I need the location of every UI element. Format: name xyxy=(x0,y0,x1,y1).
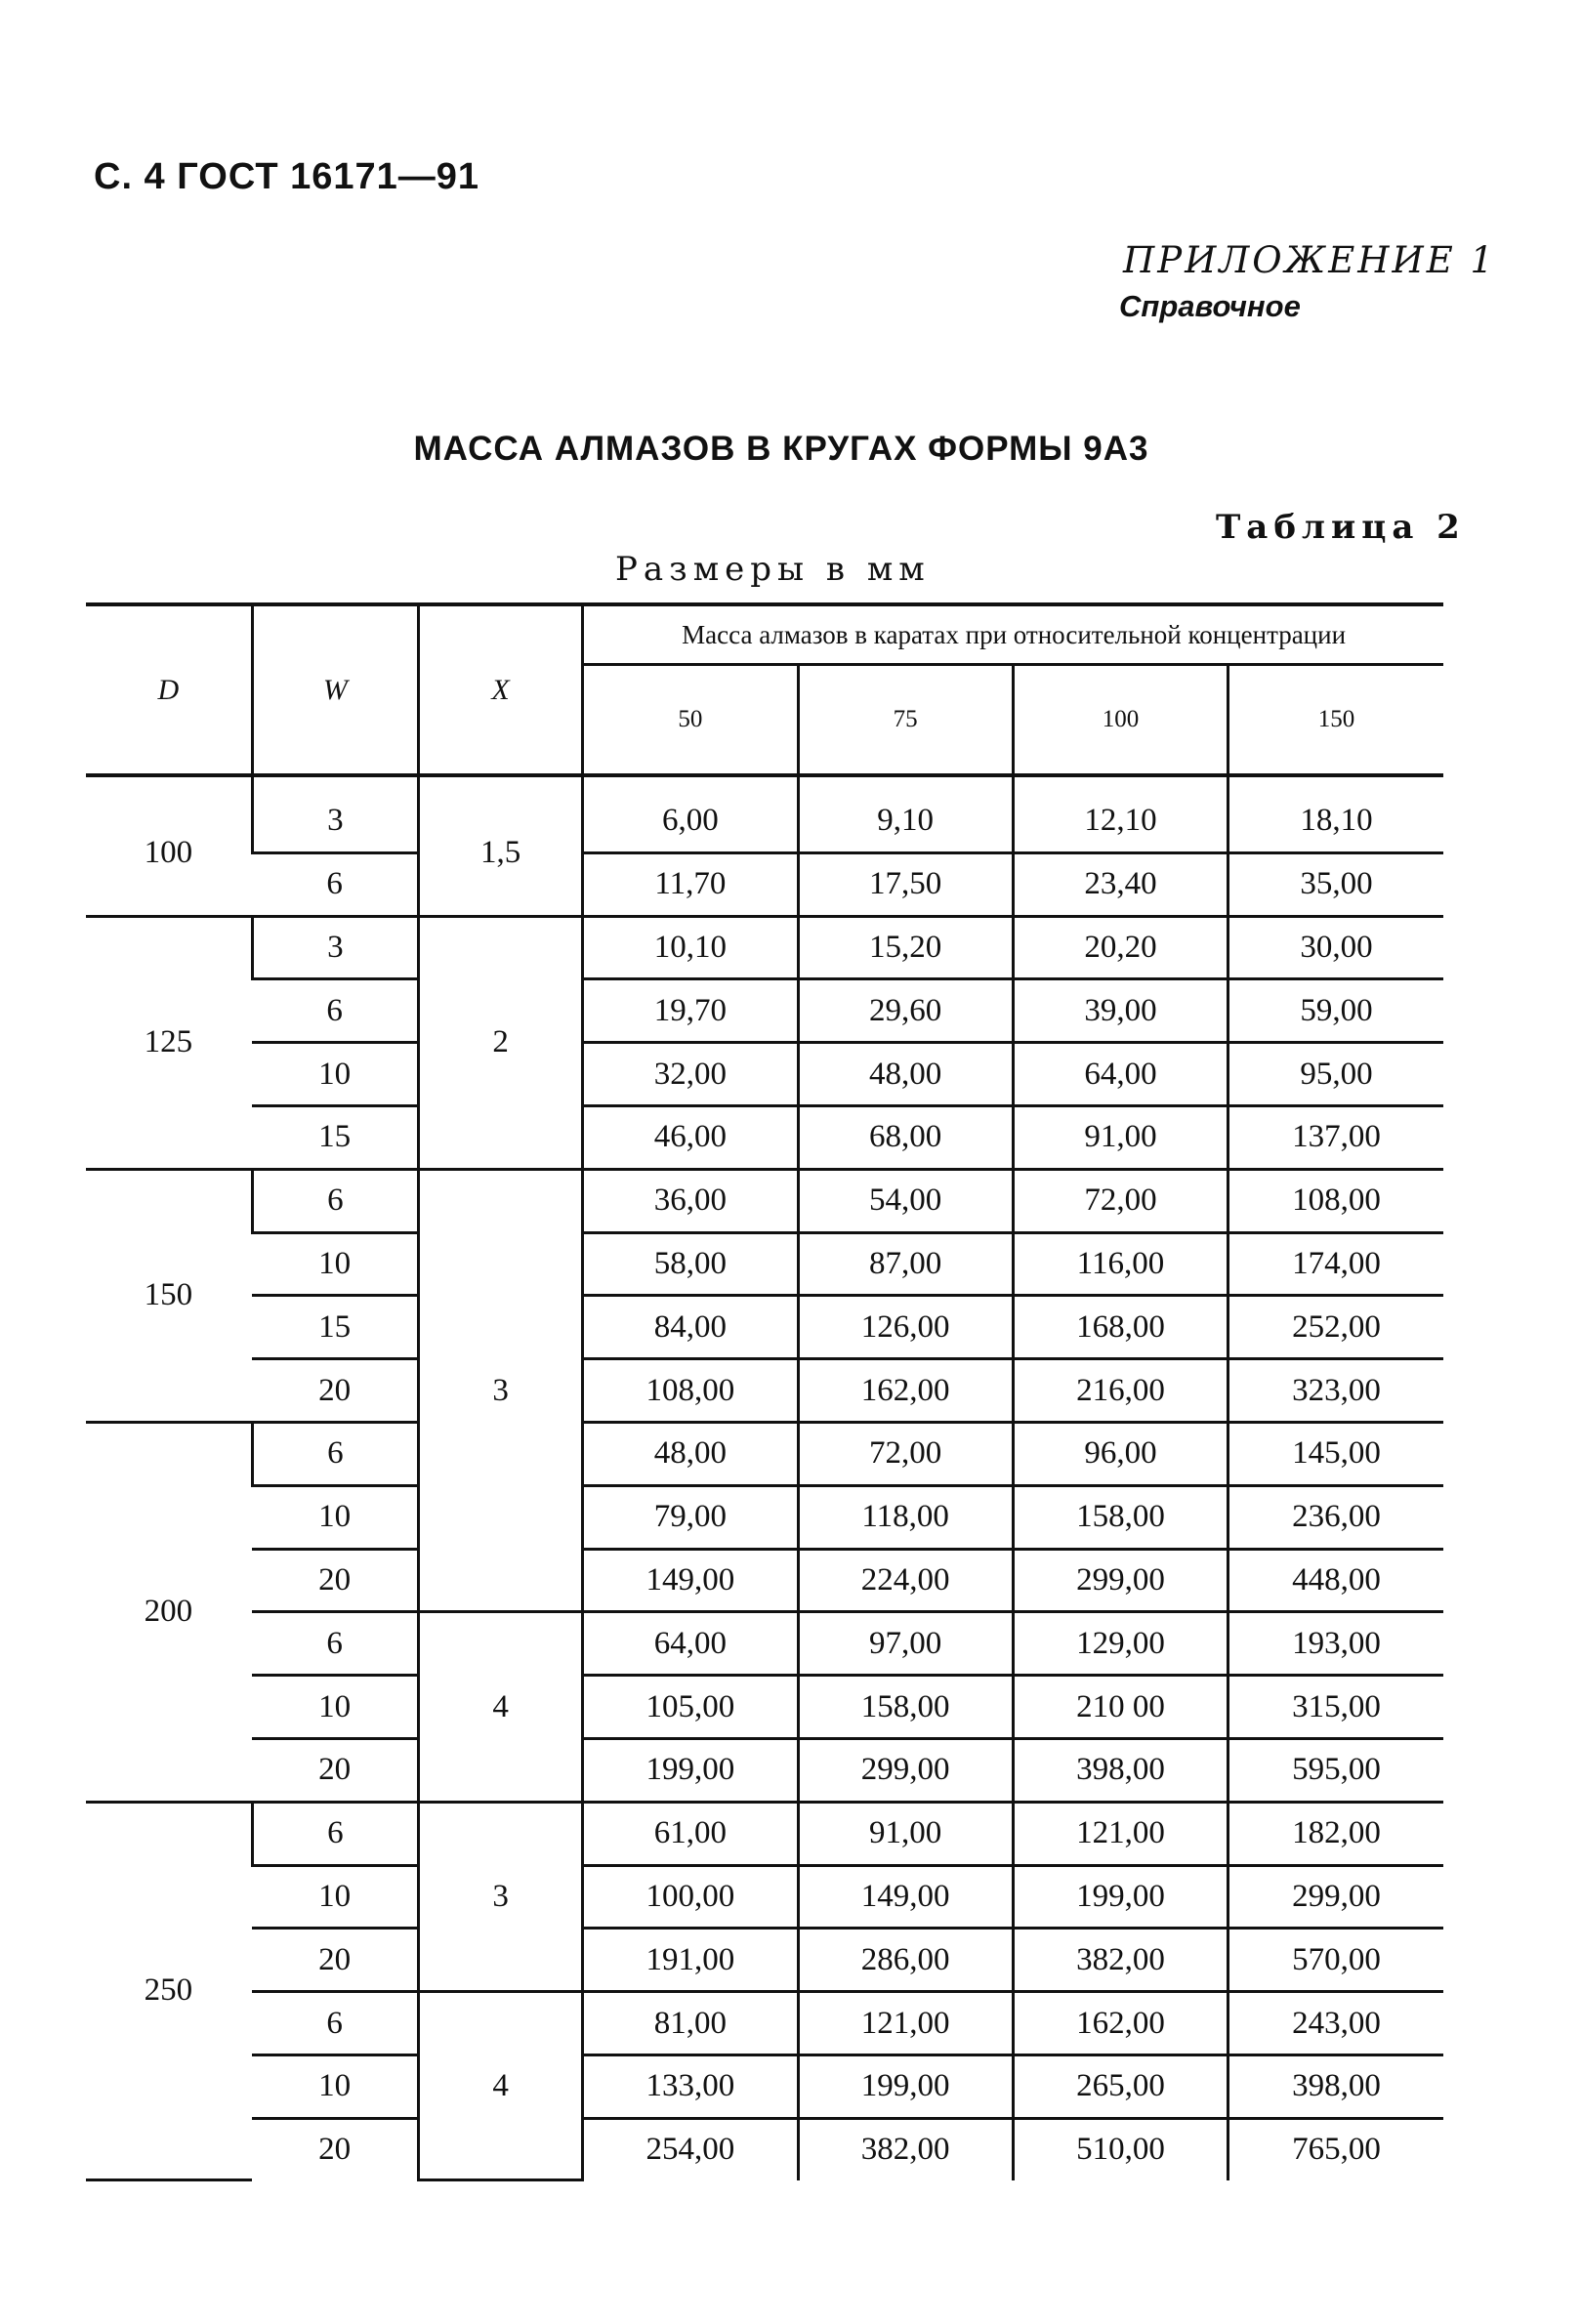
cell-x: 1,5 xyxy=(418,791,582,916)
cell-mass: 15,20 xyxy=(798,916,1013,979)
table-row xyxy=(86,791,1443,852)
cell-mass: 68,00 xyxy=(798,1105,1013,1169)
cell-mass: 64,00 xyxy=(1013,1043,1228,1106)
table-row xyxy=(86,979,1443,1043)
cell-w: 6 xyxy=(252,1422,418,1485)
cell-mass: 210 00 xyxy=(1013,1676,1228,1739)
cell-mass: 72,00 xyxy=(798,1422,1013,1485)
cell-w: 20 xyxy=(318,2132,352,2168)
concentration-header: 100 xyxy=(1013,665,1228,776)
cell-mass: 137,00 xyxy=(1228,1105,1443,1169)
cell-mass: 252,00 xyxy=(1228,1296,1443,1359)
cell-mass: 59,00 xyxy=(1228,979,1443,1043)
cell-mass: 382,00 xyxy=(798,2118,1013,2179)
table-row xyxy=(86,1676,1443,1739)
cell-mass: 35,00 xyxy=(1228,852,1443,916)
concentration-header: 150 xyxy=(1228,665,1443,776)
cell-mass: 6,00 xyxy=(583,791,798,852)
cell-mass: 162,00 xyxy=(1013,1992,1228,2055)
concentration-caption: Масса алмазов в каратах при относительной концентрации xyxy=(583,604,1443,665)
cell-mass: 118,00 xyxy=(798,1485,1013,1549)
table-row xyxy=(86,1043,1443,1106)
table-row xyxy=(86,1865,1443,1929)
cell-mass: 510,00 xyxy=(1013,2118,1228,2179)
page-header: С. 4 ГОСТ 16171—91 xyxy=(94,156,480,197)
cell-w: 3 xyxy=(252,916,418,979)
cell-mass: 193,00 xyxy=(1228,1612,1443,1676)
cell-mass: 91,00 xyxy=(1013,1105,1228,1169)
cell-mass: 149,00 xyxy=(798,1865,1013,1929)
cell-mass: 448,00 xyxy=(1228,1549,1443,1612)
cell-mass: 382,00 xyxy=(1013,1929,1228,1992)
cell-w: 6 xyxy=(252,979,418,1043)
cell-mass: 100,00 xyxy=(583,1865,798,1929)
spacer-cell xyxy=(418,775,582,791)
cell-w: 20 xyxy=(252,1929,418,1992)
cell-w: 10 xyxy=(252,1865,418,1929)
appendix-note: Справочное xyxy=(1119,289,1301,323)
table-row xyxy=(86,852,1443,916)
cell-mass: 32,00 xyxy=(583,1043,798,1106)
cell-mass: 121,00 xyxy=(1013,1802,1228,1865)
cell-mass: 133,00 xyxy=(583,2054,798,2118)
cell-d: 100 xyxy=(86,791,252,916)
cell-mass: 265,00 xyxy=(1013,2054,1228,2118)
cell-mass: 149,00 xyxy=(583,1549,798,1612)
cell-mass: 91,00 xyxy=(798,1802,1013,1865)
column-header-x: X xyxy=(418,604,582,775)
cell-mass: 224,00 xyxy=(798,1549,1013,1612)
cell-mass: 20,20 xyxy=(1013,916,1228,979)
cell-w: 10 xyxy=(252,1232,418,1296)
cell-mass: 9,10 xyxy=(798,791,1013,852)
table-row xyxy=(86,1549,1443,1612)
cell-w: 10 xyxy=(252,2054,418,2118)
cell-mass: 199,00 xyxy=(798,2054,1013,2118)
table-row xyxy=(86,1802,1443,1865)
cell-mass: 199,00 xyxy=(583,1738,798,1802)
spacer-cell xyxy=(1013,775,1228,791)
cell-mass: 299,00 xyxy=(1013,1549,1228,1612)
cell-mass: 299,00 xyxy=(1228,1865,1443,1929)
cell-w: 20 xyxy=(252,1359,418,1423)
table-row xyxy=(86,1738,1443,1802)
cell-w: 20 xyxy=(252,1738,418,1802)
table-body xyxy=(86,775,1443,2180)
cell-mass: 81,00 xyxy=(583,1992,798,2055)
table-row xyxy=(86,1296,1443,1359)
cell-mass: 174,00 xyxy=(1228,1232,1443,1296)
cell-mass: 145,00 xyxy=(1228,1422,1443,1485)
cell-mass: 116,00 xyxy=(1013,1232,1228,1296)
cell-mass: 236,00 xyxy=(1228,1485,1443,1549)
cell-mass: 254,00 xyxy=(583,2118,798,2179)
table-row xyxy=(86,1105,1443,1169)
cell-w: 6 xyxy=(252,1169,418,1232)
cell-w: 6 xyxy=(252,1992,418,2055)
cell-x: 2 xyxy=(418,916,582,1169)
units-note: Размеры в мм xyxy=(615,550,931,589)
concentration-header: 50 xyxy=(583,665,798,776)
cell-mass: 23,40 xyxy=(1013,852,1228,916)
cell-mass: 199,00 xyxy=(1013,1865,1228,1929)
spacer-row xyxy=(86,775,1443,791)
cell-mass: 46,00 xyxy=(583,1105,798,1169)
cell-mass: 191,00 xyxy=(583,1929,798,1992)
table-row xyxy=(86,1359,1443,1423)
cell-mass: 61,00 xyxy=(583,1802,798,1865)
cell-x: 3 xyxy=(418,1169,582,1612)
cell-mass: 48,00 xyxy=(798,1043,1013,1106)
cell-mass: 36,00 xyxy=(583,1169,798,1232)
cell-mass: 19,70 xyxy=(583,979,798,1043)
cell-mass: 48,00 xyxy=(583,1422,798,1485)
concentration-header: 75 xyxy=(798,665,1013,776)
table-row xyxy=(86,1612,1443,1676)
cell-w: 6 xyxy=(252,852,418,916)
cell-mass: 323,00 xyxy=(1228,1359,1443,1423)
cell-mass: 64,00 xyxy=(583,1612,798,1676)
cell-d: 200 xyxy=(86,1422,252,1802)
cell-mass: 765,00 xyxy=(1228,2118,1443,2179)
cell-w: 6 xyxy=(252,1612,418,1676)
cell-mass: 30,00 xyxy=(1228,916,1443,979)
diamond-mass-table xyxy=(86,602,1443,2181)
cell-d: 250 xyxy=(86,1802,252,2179)
cell-mass: 398,00 xyxy=(1013,1738,1228,1802)
cell-x: 4 xyxy=(418,1612,582,1802)
cell-mass: 96,00 xyxy=(1013,1422,1228,1485)
cell-x: 4 xyxy=(418,1992,582,2180)
cell-mass: 18,10 xyxy=(1228,791,1443,852)
table-number: Таблица 2 xyxy=(1216,508,1466,547)
cell-mass: 97,00 xyxy=(798,1612,1013,1676)
cell-w: 10 xyxy=(252,1676,418,1739)
cell-w: 15 xyxy=(252,1296,418,1359)
spacer-cell xyxy=(86,775,252,791)
cell-mass: 299,00 xyxy=(798,1738,1013,1802)
cell-mass: 129,00 xyxy=(1013,1612,1228,1676)
cell-mass: 162,00 xyxy=(798,1359,1013,1423)
cell-x: 3 xyxy=(418,1802,582,1991)
cell-mass: 121,00 xyxy=(798,1992,1013,2055)
table-row xyxy=(86,2118,1443,2179)
cell-mass: 108,00 xyxy=(1228,1169,1443,1232)
cell-mass: 315,00 xyxy=(1228,1676,1443,1739)
table-row xyxy=(86,1422,1443,1485)
cell-mass: 95,00 xyxy=(1228,1043,1443,1106)
appendix-label: ПРИЛОЖЕНИЕ 1 xyxy=(1123,239,1497,281)
document-title: МАССА АЛМАЗОВ В КРУГАХ ФОРМЫ 9А3 xyxy=(413,430,1149,468)
table-row xyxy=(86,1232,1443,1296)
cell-mass: 11,70 xyxy=(583,852,798,916)
spacer-cell xyxy=(252,775,418,791)
cell-mass: 570,00 xyxy=(1228,1929,1443,1992)
cell-mass: 84,00 xyxy=(583,1296,798,1359)
cell-mass: 87,00 xyxy=(798,1232,1013,1296)
cell-w: 10 xyxy=(252,1043,418,1106)
cell-mass: 595,00 xyxy=(1228,1738,1443,1802)
cell-w: 15 xyxy=(252,1105,418,1169)
cell-mass: 286,00 xyxy=(798,1929,1013,1992)
cell-mass: 79,00 xyxy=(583,1485,798,1549)
cell-mass: 216,00 xyxy=(1013,1359,1228,1423)
table-row xyxy=(86,2054,1443,2118)
cell-mass: 108,00 xyxy=(583,1359,798,1423)
cell-mass: 243,00 xyxy=(1228,1992,1443,2055)
table-row xyxy=(86,1169,1443,1232)
cell-mass: 29,60 xyxy=(798,979,1013,1043)
table-row xyxy=(86,1992,1443,2055)
cell-mass: 10,10 xyxy=(583,916,798,979)
table-row xyxy=(86,1485,1443,1549)
table-row xyxy=(86,916,1443,979)
spacer-cell xyxy=(583,775,798,791)
cell-mass: 72,00 xyxy=(1013,1169,1228,1232)
cell-w: 20 xyxy=(252,1549,418,1612)
cell-w: 6 xyxy=(252,1802,418,1865)
cell-mass: 168,00 xyxy=(1013,1296,1228,1359)
cell-d: 125 xyxy=(86,916,252,1169)
column-header-d: D xyxy=(86,604,252,775)
cell-mass: 12,10 xyxy=(1013,791,1228,852)
cell-d: 150 xyxy=(86,1169,252,1422)
column-header-w: W xyxy=(252,604,418,775)
cell-mass: 182,00 xyxy=(1228,1802,1443,1865)
cell-mass: 158,00 xyxy=(798,1676,1013,1739)
spacer-cell xyxy=(798,775,1013,791)
spacer-cell xyxy=(1228,775,1443,791)
cell-mass: 126,00 xyxy=(798,1296,1013,1359)
cell-mass: 398,00 xyxy=(1228,2054,1443,2118)
cell-mass: 58,00 xyxy=(583,1232,798,1296)
cell-mass: 158,00 xyxy=(1013,1485,1228,1549)
cell-mass: 105,00 xyxy=(583,1676,798,1739)
table-row xyxy=(86,1929,1443,1992)
cell-w: 10 xyxy=(252,1485,418,1549)
cell-mass: 54,00 xyxy=(798,1169,1013,1232)
cell-mass: 17,50 xyxy=(798,852,1013,916)
cell-w: 3 xyxy=(252,791,418,852)
cell-mass: 39,00 xyxy=(1013,979,1228,1043)
